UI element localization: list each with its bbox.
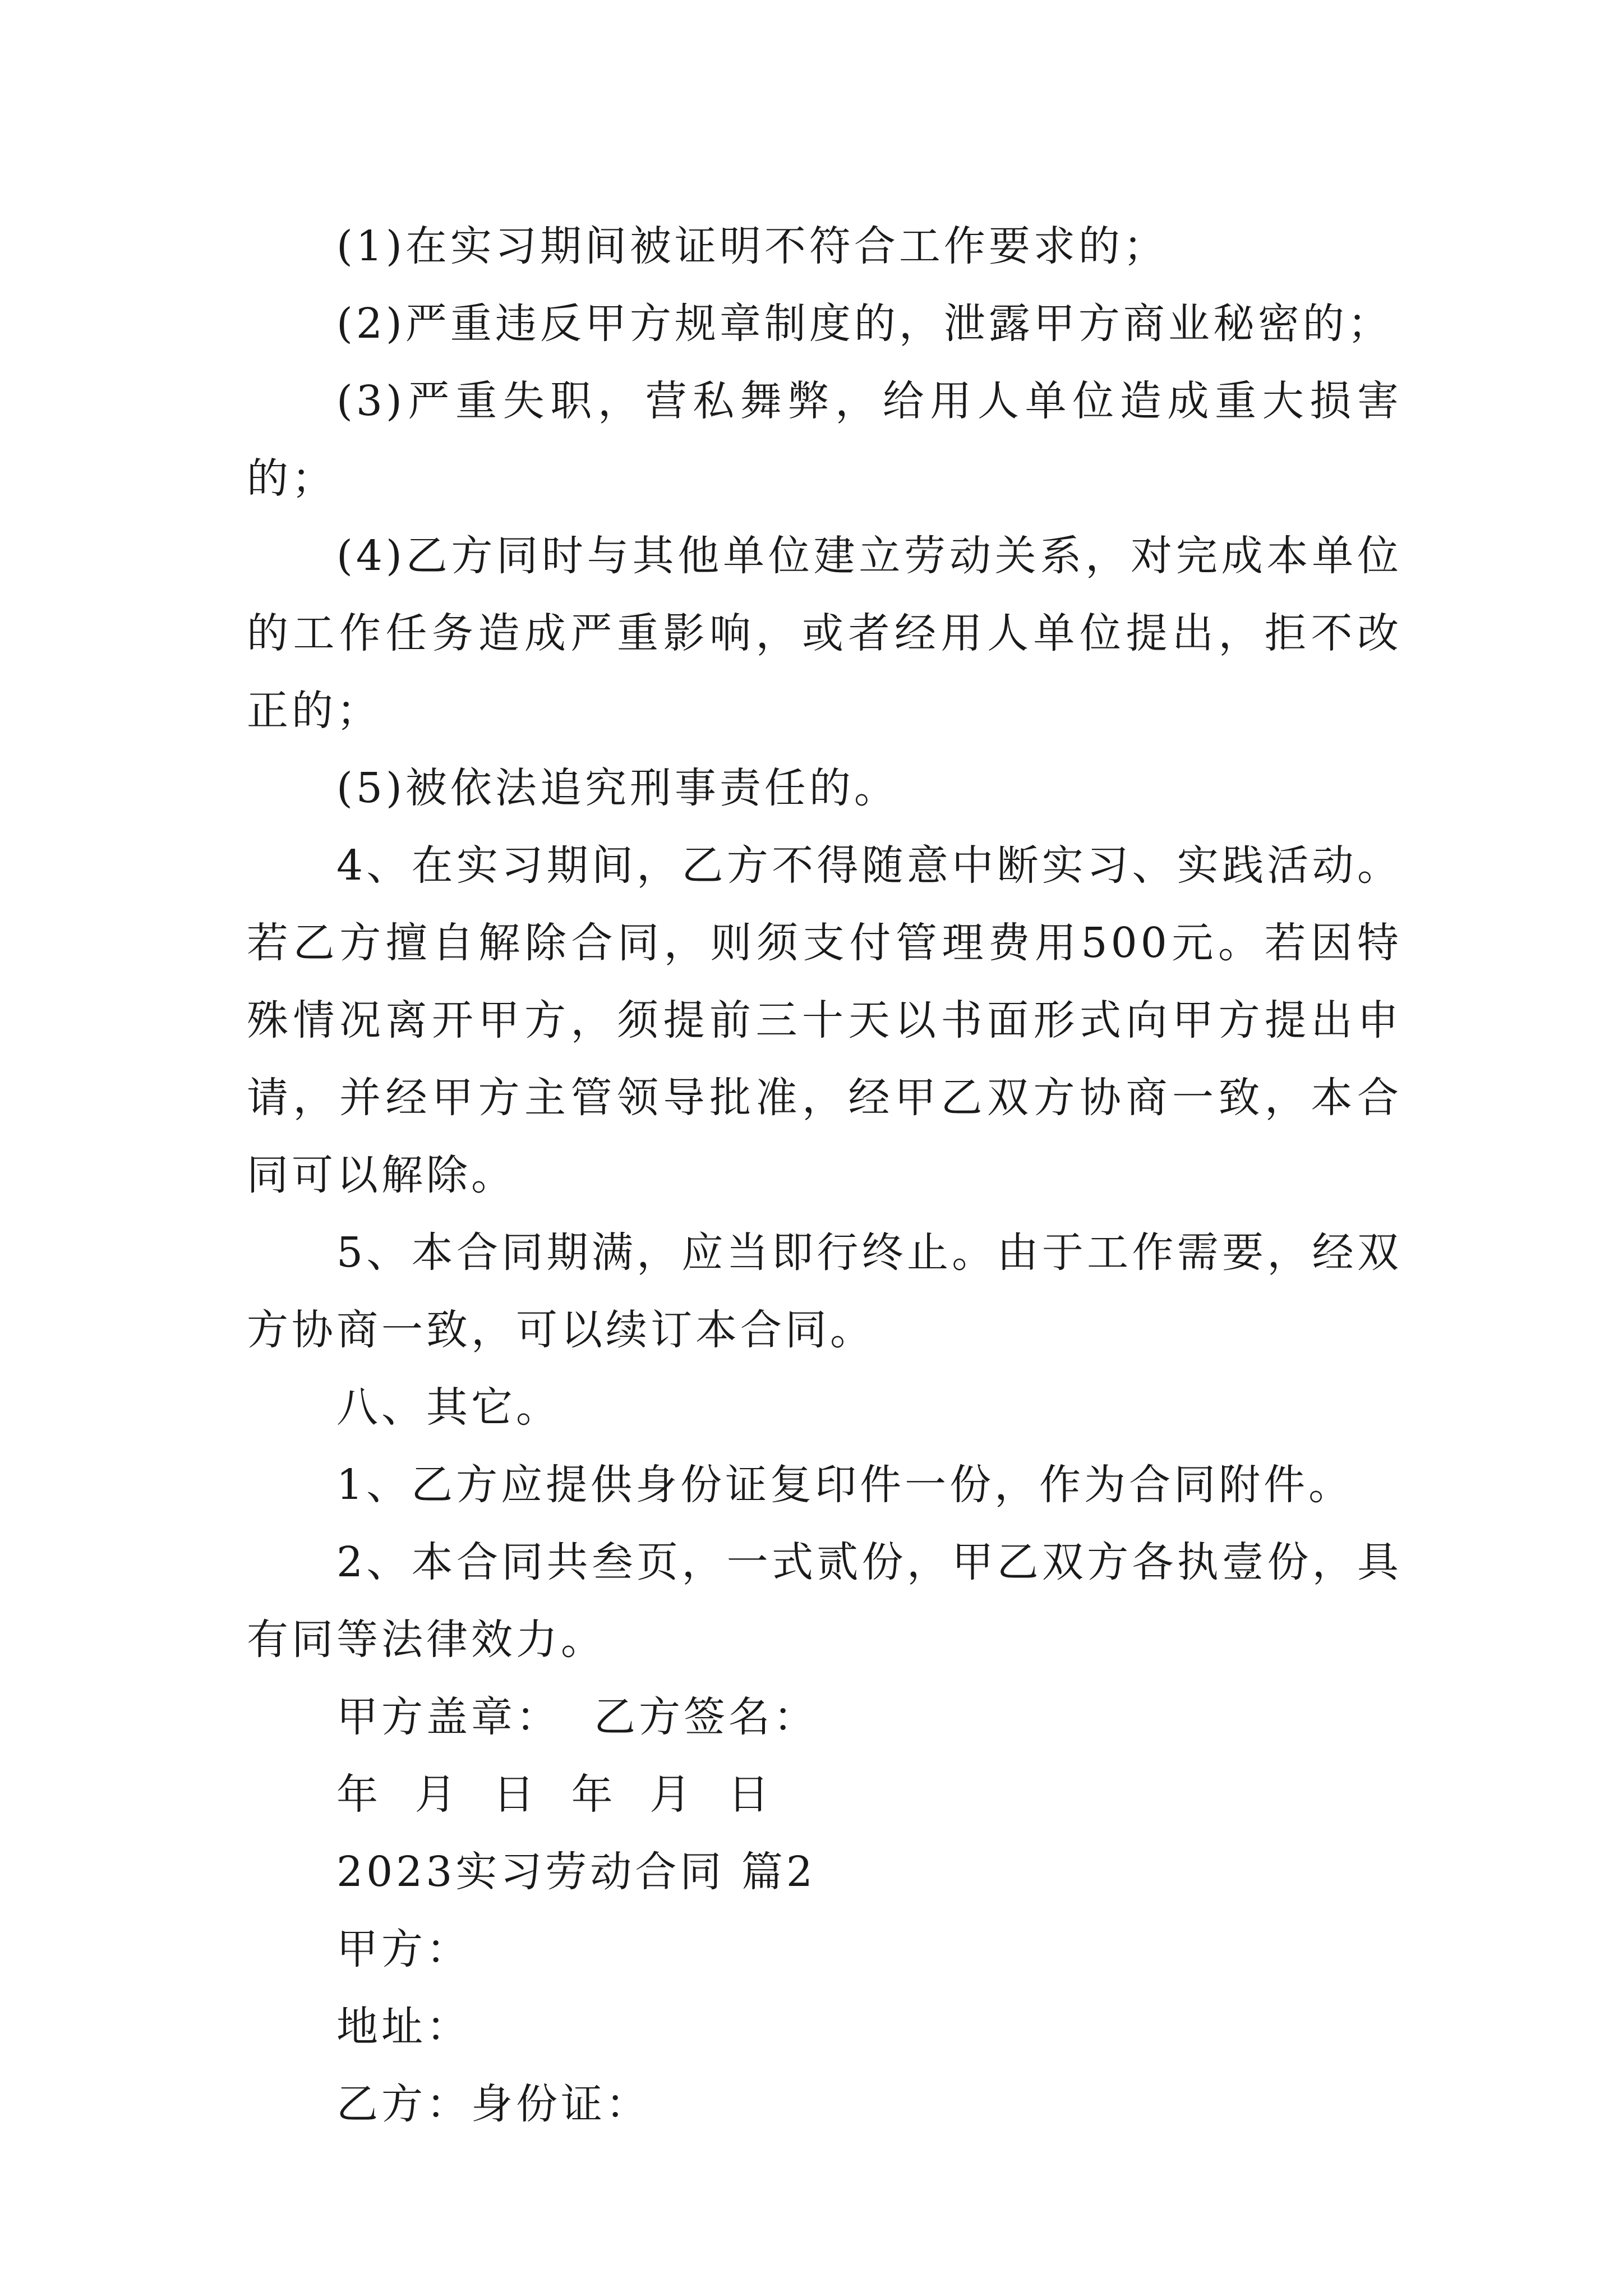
document-body: [247, 208, 1402, 2143]
date-line: 年 月 日 年 月 日: [336, 1770, 773, 1819]
clause-4-text: (4)乙方同时与其他单位建立劳动关系，对完成本单位的工作任务造成严重影响，或者经用人单位提出，拒不改正的；: [247, 532, 1402, 735]
clause-1-text: (1)在实习期间被证明不符合工作要求的；: [336, 222, 1168, 270]
clause-3-text: (3)严重失职，营私舞弊，给用人单位造成重大损害的；: [247, 377, 1402, 503]
section-4-internship-term: 4、在实习期间，乙方不得随意中断实习、实践活动。若乙方擅自解除合同，则须支付管理费用500元。若因特殊情况离开甲方，须提前三十天以书面形式向甲方提出申请，并经甲方主管领导批准，经甲乙双方协商一致，本合同可以解除。: [247, 841, 1402, 1199]
signature-line: 甲方盖章： 乙方签名：: [336, 1693, 819, 1741]
party-a-field: 甲方：: [336, 1925, 471, 1973]
other-item-1: 1、乙方应提供身份证复印件一份，作为合同附件。: [336, 1461, 1354, 1509]
address-field: 地址：: [336, 2003, 471, 2051]
clause-5-text: (5)被依法追究刑事责任的。: [336, 764, 899, 812]
heading-other: 八、其它。: [336, 1383, 561, 1432]
section-5-contract-expiry: 5、本合同期满，应当即行终止。由于工作需要，经双方协商一致，可以续订本合同。: [247, 1228, 1402, 1354]
other-item-2: 2、本合同共叁页，一式贰份，甲乙双方各执壹份，具有同等法律效力。: [247, 1538, 1402, 1664]
party-b-id-field: 乙方：身份证：: [336, 2080, 651, 2128]
clause-2-text: (2)严重违反甲方规章制度的，泄露甲方商业秘密的；: [336, 300, 1393, 348]
contract-title-2: 2023实习劳动合同 篇2: [336, 1848, 816, 1896]
